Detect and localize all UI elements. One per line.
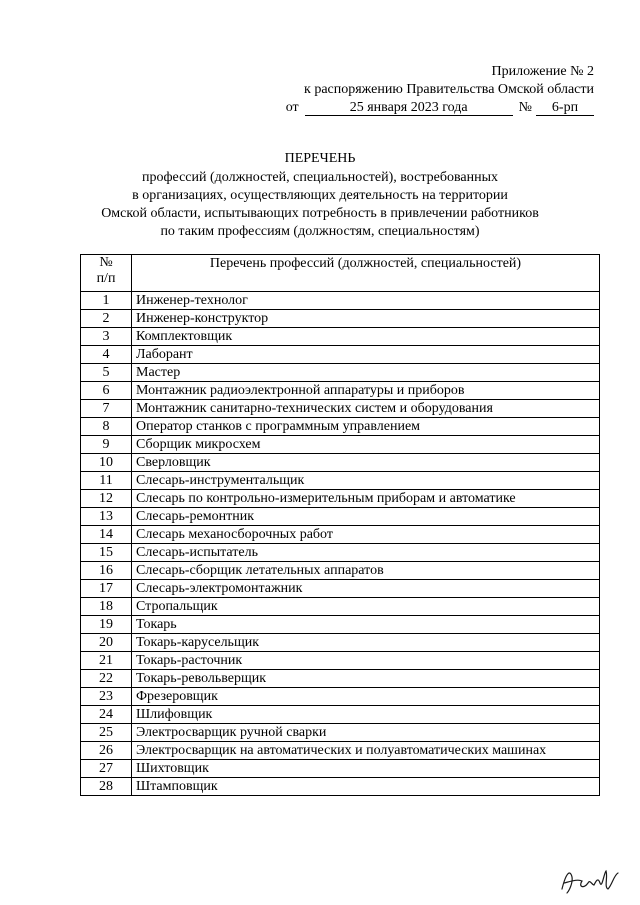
row-profession: Шлифовщик bbox=[132, 706, 600, 724]
row-profession: Монтажник санитарно-технических систем и оборудования bbox=[132, 400, 600, 418]
order-date: 25 января 2023 года bbox=[305, 100, 513, 116]
row-number: 22 bbox=[81, 670, 132, 688]
row-number: 11 bbox=[81, 472, 132, 490]
row-number: 7 bbox=[81, 400, 132, 418]
row-number: 25 bbox=[81, 724, 132, 742]
title-line: профессий (должностей, специальностей), востребованных bbox=[141, 170, 499, 185]
row-profession: Фрезеровщик bbox=[132, 688, 600, 706]
table-row bbox=[81, 292, 600, 310]
row-profession: Слесарь-испытатель bbox=[132, 544, 600, 562]
row-number: 23 bbox=[81, 688, 132, 706]
row-number: 24 bbox=[81, 706, 132, 724]
row-number: 10 bbox=[81, 454, 132, 472]
header-number-symbol: № bbox=[99, 255, 113, 270]
row-number: 14 bbox=[81, 526, 132, 544]
row-profession: Штамповщик bbox=[132, 778, 600, 796]
row-number: 12 bbox=[81, 490, 132, 508]
row-profession: Электросварщик ручной сварки bbox=[132, 724, 600, 742]
table-row bbox=[81, 382, 600, 400]
table-body bbox=[81, 292, 600, 796]
header-number bbox=[81, 255, 132, 292]
row-profession: Мастер bbox=[132, 364, 600, 382]
table-row bbox=[81, 652, 600, 670]
order-number: 6-рп bbox=[536, 100, 594, 116]
row-number: 28 bbox=[81, 778, 132, 796]
number-prefix: № bbox=[518, 100, 532, 115]
document-title bbox=[0, 150, 640, 241]
appendix-header bbox=[286, 63, 594, 117]
row-profession: Оператор станков с программным управлением bbox=[132, 418, 600, 436]
handwritten-signature-icon bbox=[558, 863, 622, 899]
row-profession: Слесарь-сборщик летательных аппаратов bbox=[132, 562, 600, 580]
row-number: 1 bbox=[81, 292, 132, 310]
row-number: 20 bbox=[81, 634, 132, 652]
table-row bbox=[81, 418, 600, 436]
row-profession: Сверловщик bbox=[132, 454, 600, 472]
table-row bbox=[81, 472, 600, 490]
row-number: 21 bbox=[81, 652, 132, 670]
row-profession: Токарь-расточник bbox=[132, 652, 600, 670]
table-row bbox=[81, 616, 600, 634]
table-row bbox=[81, 634, 600, 652]
appendix-number: Приложение № 2 bbox=[491, 64, 594, 79]
table-row bbox=[81, 526, 600, 544]
row-number: 18 bbox=[81, 598, 132, 616]
table-row bbox=[81, 508, 600, 526]
row-number: 27 bbox=[81, 760, 132, 778]
row-profession: Слесарь механосборочных работ bbox=[132, 526, 600, 544]
date-prefix: от bbox=[285, 100, 299, 115]
table-row bbox=[81, 544, 600, 562]
row-profession: Токарь-карусельщик bbox=[132, 634, 600, 652]
row-profession: Сборщик микросхем bbox=[132, 436, 600, 454]
table-row bbox=[81, 580, 600, 598]
table-row bbox=[81, 400, 600, 418]
header-number-label: п/п bbox=[96, 271, 116, 286]
row-number: 6 bbox=[81, 382, 132, 400]
table-row bbox=[81, 346, 600, 364]
table-row bbox=[81, 742, 600, 760]
row-profession: Монтажник радиоэлектронной аппаратуры и приборов bbox=[132, 382, 600, 400]
table-row bbox=[81, 778, 600, 796]
table-row bbox=[81, 688, 600, 706]
table-row bbox=[81, 490, 600, 508]
row-number: 16 bbox=[81, 562, 132, 580]
row-number: 26 bbox=[81, 742, 132, 760]
table-row bbox=[81, 562, 600, 580]
row-profession: Электросварщик на автоматических и полуавтоматических машинах bbox=[132, 742, 600, 760]
row-number: 3 bbox=[81, 328, 132, 346]
row-number: 8 bbox=[81, 418, 132, 436]
row-profession: Шихтовщик bbox=[132, 760, 600, 778]
title-line: Омской области, испытывающих потребность в привлечении работников bbox=[101, 206, 539, 221]
professions-table bbox=[80, 254, 600, 796]
row-number: 17 bbox=[81, 580, 132, 598]
table-row bbox=[81, 724, 600, 742]
appendix-date-line bbox=[286, 99, 594, 117]
table-row bbox=[81, 706, 600, 724]
row-number: 5 bbox=[81, 364, 132, 382]
row-profession: Инженер-конструктор bbox=[132, 310, 600, 328]
table-header-row bbox=[81, 255, 600, 292]
title-line: в организациях, осуществляющих деятельность на территории bbox=[132, 188, 508, 203]
row-profession: Лаборант bbox=[132, 346, 600, 364]
row-number: 15 bbox=[81, 544, 132, 562]
row-profession: Слесарь по контрольно-измерительным приборам и автоматике bbox=[132, 490, 600, 508]
row-number: 2 bbox=[81, 310, 132, 328]
row-profession: Комплектовщик bbox=[132, 328, 600, 346]
row-number: 9 bbox=[81, 436, 132, 454]
table-row bbox=[81, 328, 600, 346]
row-profession: Слесарь-электромонтажник bbox=[132, 580, 600, 598]
title-heading: ПЕРЕЧЕНЬ bbox=[284, 151, 356, 166]
row-profession: Стропальщик bbox=[132, 598, 600, 616]
table-row bbox=[81, 598, 600, 616]
row-profession: Токарь-револьверщик bbox=[132, 670, 600, 688]
table-row bbox=[81, 436, 600, 454]
row-number: 4 bbox=[81, 346, 132, 364]
row-profession: Инженер-технолог bbox=[132, 292, 600, 310]
title-line: по таким профессиям (должностям, специальностям) bbox=[160, 224, 480, 239]
table-row bbox=[81, 760, 600, 778]
table-row bbox=[81, 670, 600, 688]
row-profession: Слесарь-ремонтник bbox=[132, 508, 600, 526]
row-number: 19 bbox=[81, 616, 132, 634]
appendix-reference: к распоряжению Правительства Омской области bbox=[304, 82, 594, 97]
table-row bbox=[81, 364, 600, 382]
row-profession: Слесарь-инструментальщик bbox=[132, 472, 600, 490]
table-row bbox=[81, 310, 600, 328]
table-row bbox=[81, 454, 600, 472]
row-profession: Токарь bbox=[132, 616, 600, 634]
row-number: 13 bbox=[81, 508, 132, 526]
header-profession: Перечень профессий (должностей, специальностей) bbox=[132, 255, 600, 292]
